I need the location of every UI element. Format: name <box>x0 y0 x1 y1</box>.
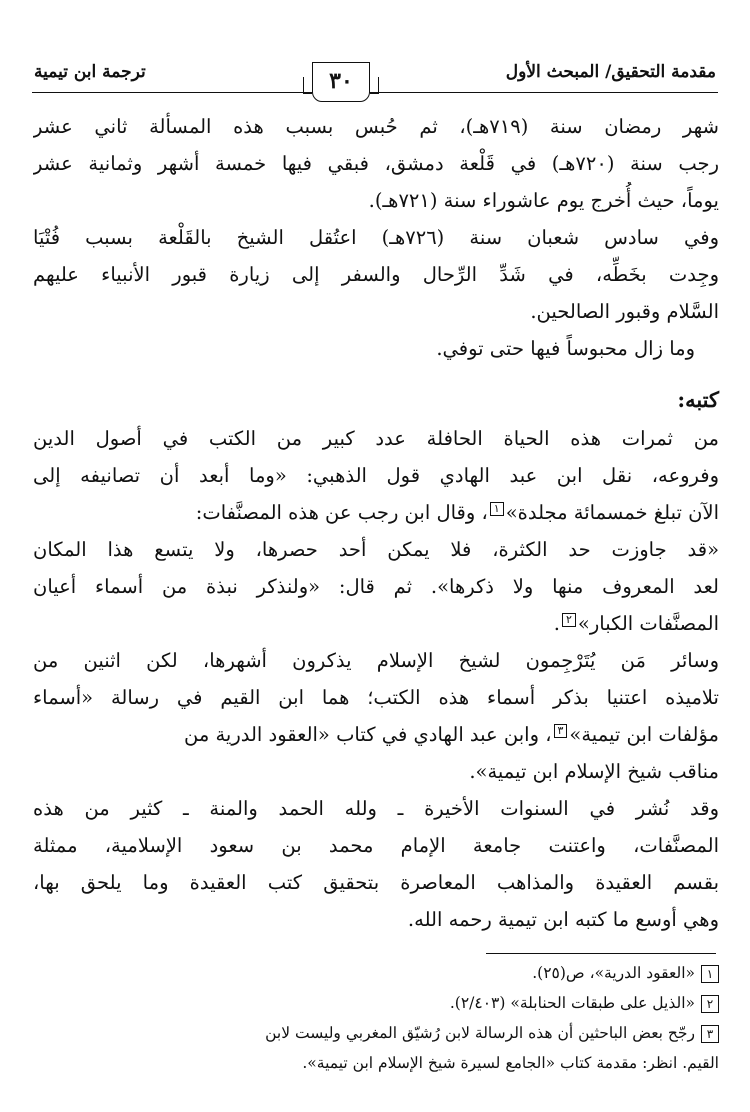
text-line: وما زال محبوساً فيها حتى توفي. <box>436 337 695 360</box>
text-line: يوماً، حيث أُخرج يوم عاشوراء سنة (٧٢١هـ). <box>368 189 719 212</box>
footnote-2: ٢«الذيل على طبقات الحنابلة» (٢/٤٠٣). <box>33 988 719 1018</box>
footnote-ref-1: ١ <box>490 502 504 516</box>
text-line: وهي أوسع ما كتبه ابن تيمية رحمه الله. <box>407 908 719 931</box>
footnote-ref-3: ٣ <box>554 724 568 738</box>
text-line: وسائر مَن يُتَرْجِمون لشيخ الإسلام يذكرون أشهرها، لكن اثنين من <box>33 649 719 672</box>
section-heading: كتبه: <box>677 387 719 412</box>
text-line: الآن تبلغ خمسمائة مجلدة»١، وقال ابن رجب عن هذه المصنَّفات: <box>195 501 719 524</box>
text-line: وفروعه، نقل ابن عبد الهادي قول الذهبي: «وما أبعد أن تصانيفه إلى <box>33 464 719 487</box>
footnote-rule <box>486 953 716 954</box>
footnote-1: ١«العقود الدرية»، ص(٢٥). <box>33 958 719 988</box>
text-line: وقد نُشر في السنوات الأخيرة ـ ولله الحمد والمنة ـ كثير من هذه <box>33 797 719 820</box>
text-line: تلاميذه اعتنيا بذكر أسماء هذه الكتب؛ هما ابن القيم في رسالة «أسماء <box>33 686 719 709</box>
footnote-3-continued: القيم. انظر: مقدمة كتاب «الجامع لسيرة شيخ الإسلام ابن تيمية». <box>302 1054 719 1072</box>
footnotes <box>33 958 719 1078</box>
page-number: ٣٠ <box>312 62 370 102</box>
text-line: لعد المعروف منها ولا ذكرها». ثم قال: «ولنذكر نبذة من أسماء أعيان <box>33 575 719 598</box>
text-line: المصنَّفات الكبار»٢. <box>553 612 719 635</box>
text-line: بقسم العقيدة والمذاهب المعاصرة بتحقيق كتب العقيدة وما يلحق بها، <box>33 871 719 894</box>
footnote-ref-2: ٢ <box>562 613 576 627</box>
main-text <box>33 108 719 938</box>
running-header-title: ترجمة ابن تيمية <box>34 62 146 82</box>
text-line: شهر رمضان سنة (٧١٩هـ)، ثم حُبس بسبب هذه المسألة ثاني عشر <box>33 115 719 138</box>
text-line: من ثمرات هذه الحياة الحافلة عدد كبير من الكتب في أصول الدين <box>33 427 719 450</box>
text-line: وفي سادس شعبان سنة (٧٢٦هـ) اعتُقل الشيخ بالقَلْعة بسبب فُتْيَا <box>33 226 719 249</box>
footnote-3: ٣رجّح بعض الباحثين أن هذه الرسالة لابن رُشيّق المغربي وليست لابن <box>33 1018 719 1048</box>
footnote-number: ٢ <box>701 995 719 1013</box>
text-line: مناقب شيخ الإسلام ابن تيمية». <box>469 760 719 783</box>
text-line: وجِدت بخَطِّه، في شَدِّ الرِّحال والسفر إلى زيارة قبور الأنبياء عليهم <box>33 263 719 286</box>
text-line: رجب سنة (٧٢٠هـ) في قَلْعة دمشق، فبقي فيها خمسة أشهر وثمانية عشر <box>33 152 719 175</box>
text-line: «قد جاوزت حد الكثرة، فلا يمكن أحد حصرها، ولا يتسع هذا المكان <box>33 538 719 561</box>
running-header-section: مقدمة التحقيق/ المبحث الأول <box>505 62 716 82</box>
footnote-number: ٣ <box>701 1025 719 1043</box>
footnote-number: ١ <box>701 965 719 983</box>
text-line: مؤلفات ابن تيمية»٣، وابن عبد الهادي في كتاب «العقود الدرية من <box>183 723 719 746</box>
text-line: المصنَّفات، واعتنت جامعة الإمام محمد بن سعود الإسلامية، ممثلة <box>33 834 719 857</box>
text-line: السَّلام وقبور الصالحين. <box>530 300 719 323</box>
